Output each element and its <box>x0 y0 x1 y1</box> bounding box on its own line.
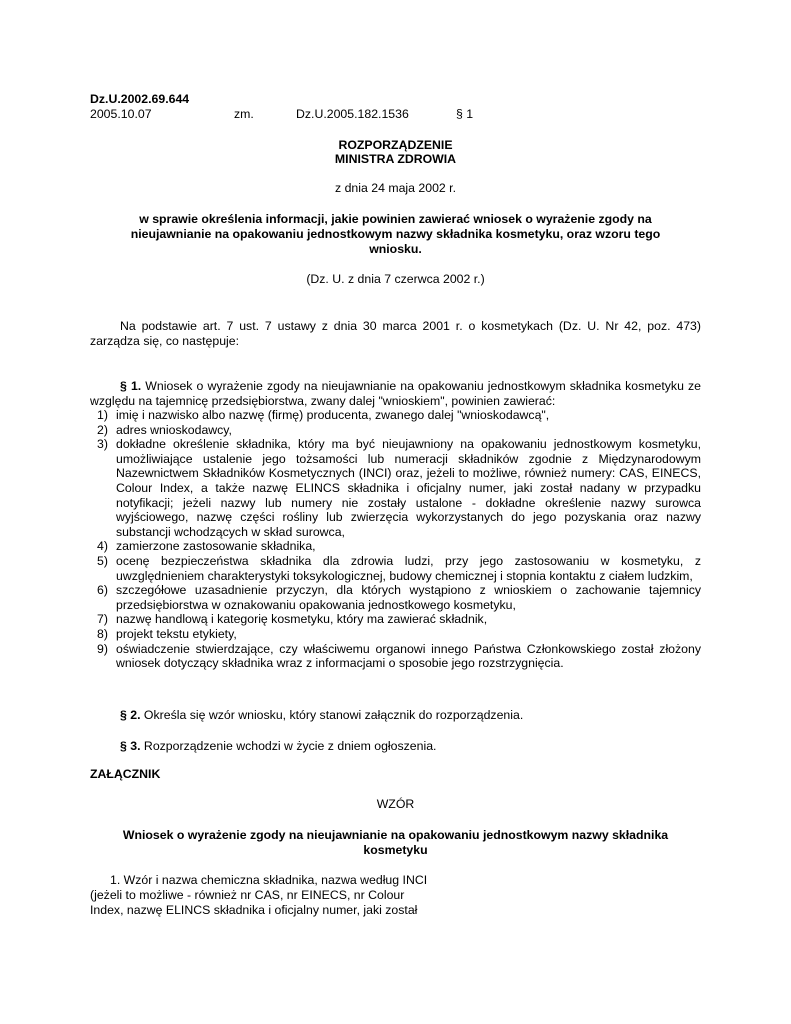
list-item-number: 7) <box>97 612 108 627</box>
list-item-number: 8) <box>97 626 108 641</box>
list-item <box>90 583 701 612</box>
consolidation-date: 2005.10.07 <box>90 107 152 121</box>
list-item <box>90 554 701 583</box>
document-type: ROZPORZĄDZENIE <box>338 138 453 152</box>
document-date: z dnia 24 maja 2002 r. <box>335 181 456 195</box>
form-title-line: kosmetyku <box>363 843 428 857</box>
amended-section: § 1 <box>456 107 474 121</box>
requirements-list <box>90 408 701 671</box>
list-item-number: 9) <box>97 641 108 656</box>
subject-line: w sprawie określenia informacji, jakie powinien zawierać wniosek o wyrażenie zgody na <box>139 212 652 226</box>
paragraph-3 <box>90 739 701 754</box>
paragraph-text: Wniosek o wyrażenie zgody na nieujawnianie na opakowaniu jednostkowym składnika kosmetyku ze względu na tajemnicę przedsiębiorstwa, zwany dalej "wnioskiem", powinien zawierać: <box>90 379 702 408</box>
subject-line: wniosku. <box>369 242 422 256</box>
list-item-text: oświadczenie stwierdzające, czy właściwemu organowi innego Państwa Członkowskiego został złożony wniosek dotyczący składnika wraz z informacjami o sposobie jego rozstrzygnięcia. <box>116 641 701 671</box>
list-item <box>90 627 701 642</box>
list-item-number: 6) <box>97 583 108 598</box>
list-item-number: 5) <box>97 553 108 568</box>
list-item <box>90 539 701 554</box>
amendment-reference: Dz.U.2005.182.1536 <box>296 107 409 121</box>
list-item-text: projekt tekstu etykiety, <box>116 626 237 641</box>
list-item-text: adres wnioskodawcy, <box>116 422 232 437</box>
paragraph-label: § 3. <box>120 739 141 753</box>
preamble: Na podstawie art. 7 ust. 7 ustawy z dnia 30 marca 2001 r. o kosmetykach (Dz. U. Nr 42, poz. 473) zarządza się, co następuje: <box>90 319 701 348</box>
list-item-text: imię i nazwisko albo nazwę (firmę) producenta, zwanego dalej "wnioskodawcą", <box>116 408 550 422</box>
list-item-number: 3) <box>97 437 108 452</box>
annex-heading: ZAŁĄCZNIK <box>90 767 161 781</box>
list-item-text: nazwę handlową i kategorię kosmetyku, który ma zawierać składnik, <box>116 612 488 627</box>
form-item-line: 1. Wzór i nazwa chemiczna składnika, nazwa według INCI <box>110 873 428 887</box>
list-item-text: ocenę bezpieczeństwa składnika dla zdrowia ludzi, przy jego zastosowaniu w kosmetyku, z uwzględnieniem charakterystyki toksykologicznej, budowy chemicznej i stopnia kontaktu z ciałem ludzkim, <box>116 553 701 583</box>
paragraph-label: § 1. <box>120 379 142 393</box>
paragraph-1-intro <box>90 379 701 408</box>
list-item <box>90 423 701 438</box>
list-item-number: 2) <box>97 422 108 437</box>
list-item-number: 1) <box>97 408 108 422</box>
list-item-text: dokładne określenie składnika, który ma być nieujawniony na opakowaniu jednostkowym kosmetyku, umożliwiające ustalenie jego tożsamości lub numeracji składników zgodnie z Międzynarodowym Nazewnictwem Składników Kosmetycznych (INCI) oraz, jeżeli to możliwe, również numery: CAS, EINECS, Colour Index, a także nazwę ELINCS składnika i oficjalny numer, jaki został nadany w przypadku notyfikacji; jeżeli nazwy lub numery nie zostały ustalone - dokładne określenie nazwy surowca wyjściowego, nazwę części rośliny lub zwierzęcia wykorzystanych do jego pozyskania oraz nazwy substancji wchodzących w skład surowca, <box>116 437 701 539</box>
list-item <box>90 408 701 423</box>
issuing-authority: MINISTRA ZDROWIA <box>334 152 457 166</box>
paragraph-text: Rozporządzenie wchodzi w życie z dniem ogłoszenia. <box>140 739 437 753</box>
list-item-text: szczegółowe uzasadnienie przyczyn, dla których wystąpiono z wnioskiem o zachowanie tajemnicy przedsiębiorstwa w oznakowaniu opakowania jednostkowego kosmetyku, <box>116 583 701 612</box>
paragraph-2 <box>90 708 701 723</box>
form-title-line: Wniosek o wyrażenie zgody na nieujawnianie na opakowaniu jednostkowym nazwy składnika <box>122 828 669 842</box>
form-item-line: Index, nazwę ELINCS składnika i oficjalny numer, jaki został <box>90 903 418 917</box>
paragraph-label: § 2. <box>120 708 141 722</box>
amendment-label: zm. <box>234 107 254 121</box>
form-item-line: (jeżeli to możliwe - również nr CAS, nr EINECS, nr Colour <box>90 888 405 902</box>
list-item <box>90 642 701 671</box>
subject-line: nieujawnianie na opakowaniu jednostkowym nazwy składnika kosmetyku, oraz wzoru tego <box>130 227 661 241</box>
journal-reference: Dz.U.2002.69.644 <box>90 92 190 106</box>
list-item <box>90 612 701 627</box>
list-item-number: 4) <box>97 539 108 554</box>
annex-pattern-label: WZÓR <box>376 797 415 811</box>
paragraph-text: Określa się wzór wniosku, który stanowi załącznik do rozporządzenia. <box>140 708 524 722</box>
list-item <box>90 437 701 539</box>
publication-note: (Dz. U. z dnia 7 czerwca 2002 r.) <box>306 272 485 286</box>
list-item-text: zamierzone zastosowanie składnika, <box>116 539 316 554</box>
